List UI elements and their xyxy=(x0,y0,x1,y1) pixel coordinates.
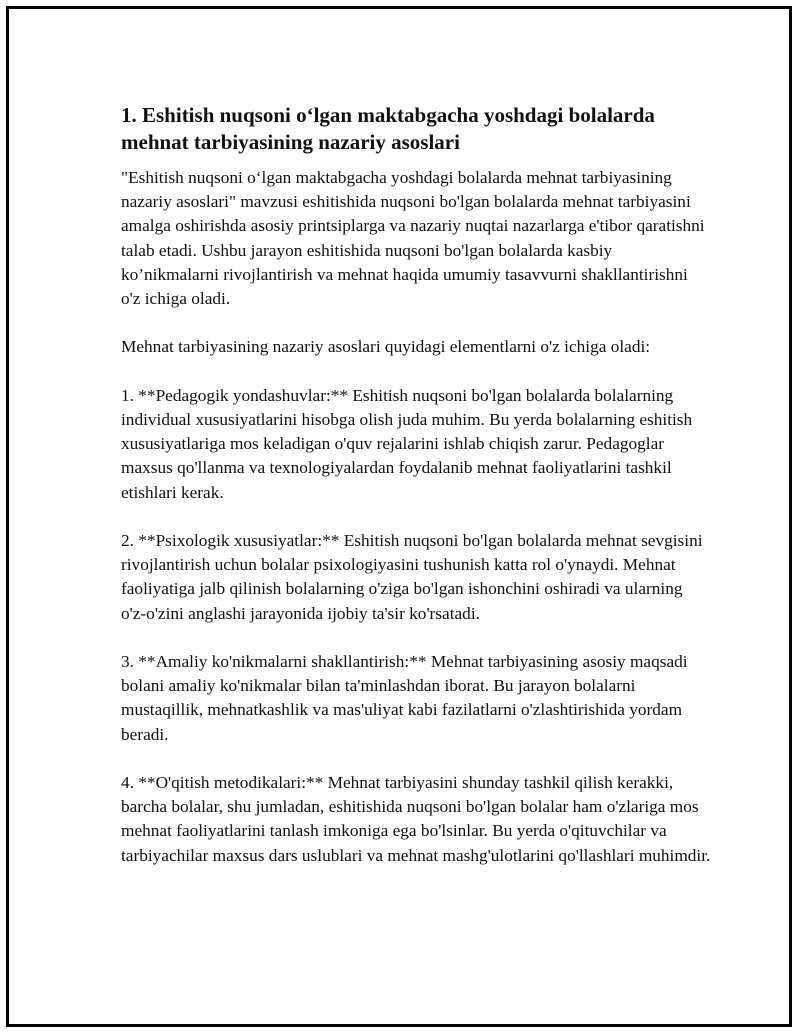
intro-paragraph: "Eshitish nuqsoni o‘lgan maktabgacha yoshdagi bolalarda mehnat tarbiyasining nazariy asoslari" mavzusi eshitishida nuqsoni bo'lgan bolalarda mehnat tarbiyasini amalga oshirishda asosiy printsiplarga va nazariy nuqtai nazarlarga e'tibor qaratishni talab etadi. Ushbu jarayon eshitishida nuqsoni bo'lgan bolalarda kasbiy ko’nikmalarni rivojlantirish va mehnat haqida umumiy tasavvurni shakllantirishni o'z ichiga oladi. xyxy=(121,168,705,309)
pedagogical-approaches-paragraph: 1. **Pedagogik yondashuvlar:** Eshitish nuqsoni bo'lgan bolalarda bolalarning individual xususiyatlarini hisobga olish juda muhim. Bu yerda bolalarning eshitish xususiyatlariga mos keladigan o'quv rejalarini ishlab chiqish zarur. Pedagoglar maxsus qo'llanma va texnologiyalardan foydalanib mehnat faoliyatlarini tashkil etishlari kerak. xyxy=(121,385,693,502)
page-frame xyxy=(6,6,792,1027)
elements-lead-paragraph: Mehnat tarbiyasining nazariy asoslari quyidagi elementlarni o'z ichiga oladi: xyxy=(121,337,651,357)
psychological-features-paragraph: 2. **Psixologik xususiyatlar:** Eshitish nuqsoni bo'lgan bolalarda mehnat sevgisini rivojlantirish uchun bolalar psixologiyasini tushunish katta rol o'ynaydi. Mehnat faoliyatiga jalb qilinish bolalarning o'ziga bo'lgan ishonchini oshiradi va ularning o'z-o'zini anglashi jarayonida ijobiy ta'sir ko'rsatadi. xyxy=(121,531,703,623)
document-body xyxy=(121,102,711,892)
document-title: 1. Eshitish nuqsoni o‘lgan maktabgacha yoshdagi bolalarda mehnat tarbiyasining nazariy asoslari xyxy=(121,103,655,154)
practical-skills-paragraph: 3. **Amaliy ko'nikmalarni shakllantirish:** Mehnat tarbiyasining asosiy maqsadi bolani amaliy ko'nikmalar bilan ta'minlashdan iborat. Bu jarayon bolalarni mustaqillik, mehnatkashlik va mas'uliyat kabi fazilatlarni o'zlashtirishida yordam beradi. xyxy=(121,652,688,744)
teaching-methods-paragraph: 4. **O'qitish metodikalari:** Mehnat tarbiyasini shunday tashkil qilish kerakki, barcha bolalar, shu jumladan, eshitishida nuqsoni bo'lgan bolalar ham o'zlariga mos mehnat faoliyatlarini tanlash imkoniga ega bo'lsinlar. Bu yerda o'qituvchilar va tarbiyachilar maxsus dars uslublari va mehnat mashg'ulotlarini qo'llashlari muhimdir. xyxy=(121,773,711,865)
